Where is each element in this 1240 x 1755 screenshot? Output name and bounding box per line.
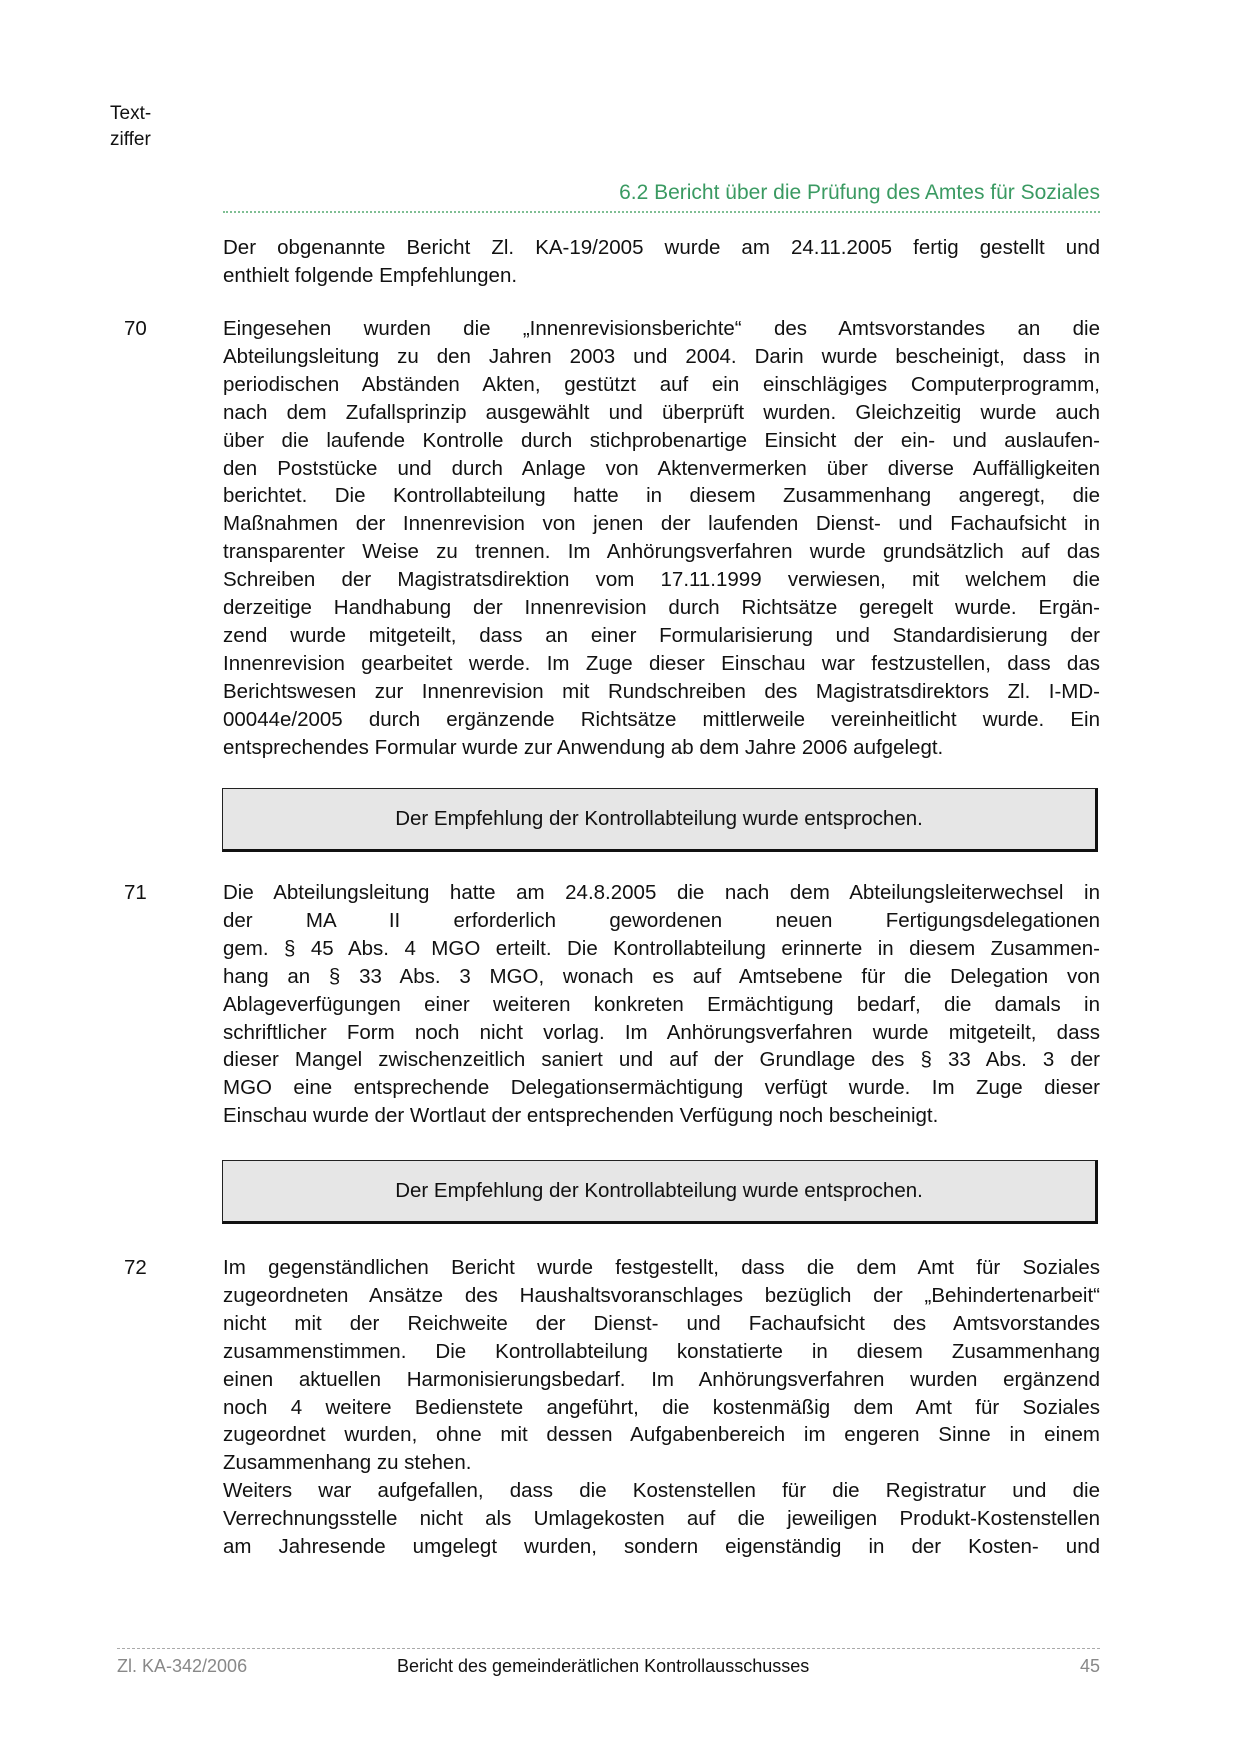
footer-divider xyxy=(117,1648,1100,1649)
section-heading: 6.2 Bericht über die Prüfung des Amtes für Soziales xyxy=(619,181,1100,204)
text-line: dieser Mangel zwischenzeitlich saniert und auf der Grundlage des § 33 Abs. 3 der xyxy=(223,1048,1100,1072)
text-line: Schreiben der Magistratsdirektion vom 17.11.1999 verwiesen, mit welchem die xyxy=(223,568,1100,592)
text-line: 00044e/2005 durch ergänzende Richtsätze mittlerweile vereinheitlicht wurde. Ein xyxy=(223,707,1100,731)
page-number: 45 xyxy=(1079,1656,1100,1676)
margin-label xyxy=(110,101,151,153)
paragraph-70 xyxy=(223,315,1100,762)
textziffer-number: 70 xyxy=(124,317,147,340)
text-line: zusammenstimmen. Die Kontrollabteilung konstatierte in diesem Zusammenhang xyxy=(223,1339,1100,1363)
text-line: Eingesehen wurden die „Innenrevisionsberichte“ des Amtsvorstandes an die xyxy=(223,317,1100,340)
paragraph-72 xyxy=(223,1254,1100,1561)
text-line: schriftlicher Form noch nicht vorlag. Im Anhörungsverfahren wurde mitgeteilt, dass xyxy=(223,1020,1100,1044)
text-line: zugeordnet wurden, ohne mit dessen Aufgabenbereich im engeren Sinne in einem xyxy=(223,1423,1100,1447)
paragraph-71 xyxy=(223,879,1100,1130)
margin-label-line: ziffer xyxy=(110,129,151,150)
recommendation-box: Der Empfehlung der Kontrollabteilung wurde entsprochen. xyxy=(222,788,1098,852)
text-line: derzeitige Handhabung der Innenrevision durch Richtsätze geregelt wurde. Ergän- xyxy=(223,596,1100,620)
text-line: Der obgenannte Bericht Zl. KA-19/2005 wurde am 24.11.2005 fertig gestellt und xyxy=(223,236,1100,259)
recommendation-box: Der Empfehlung der Kontrollabteilung wurde entsprochen. xyxy=(222,1160,1098,1224)
text-line: Im gegenständlichen Bericht wurde festgestellt, dass die dem Amt für Soziales xyxy=(223,1256,1100,1279)
text-line: Maßnahmen der Innenrevision von jenen der laufenden Dienst- und Fachaufsicht in xyxy=(223,512,1100,536)
text-line: Berichtswesen zur Innenrevision mit Rundschreiben des Magistratsdirektors Zl. I-MD- xyxy=(223,679,1100,703)
text-line: gem. § 45 Abs. 4 MGO erteilt. Die Kontrollabteilung erinnerte in diesem Zusammen- xyxy=(223,936,1100,960)
text-line: berichtet. Die Kontrollabteilung hatte in diesem Zusammenhang angeregt, die xyxy=(223,484,1100,508)
text-line: MGO eine entsprechende Delegationsermächtigung verfügt wurde. Im Zuge dieser xyxy=(223,1076,1100,1100)
text-line: nicht mit der Reichweite der Dienst- und Fachaufsicht des Amtsvorstandes xyxy=(223,1311,1100,1335)
footer-reference: Zl. KA-342/2006 xyxy=(117,1656,248,1676)
text-line: zend wurde mitgeteilt, dass an einer Formularisierung und Standardisierung der xyxy=(223,623,1100,647)
text-line: nach dem Zufallsprinzip ausgewählt und überprüft wurden. Gleichzeitig wurde auch xyxy=(223,400,1100,424)
text-line: transparenter Weise zu trennen. Im Anhörungsverfahren wurde grundsätzlich auf das xyxy=(223,540,1100,564)
text-line: Abteilungsleitung zu den Jahren 2003 und 2004. Darin wurde bescheinigt, dass in xyxy=(223,344,1100,368)
text-line: Die Abteilungsleitung hatte am 24.8.2005 die nach dem Abteilungsleiterwechsel in xyxy=(223,881,1100,904)
margin-label-line: Text- xyxy=(110,103,152,124)
text-line: Zusammenhang zu stehen. xyxy=(223,1451,472,1475)
text-line: Einschau wurde der Wortlaut der entsprechenden Verfügung noch bescheinigt. xyxy=(223,1104,939,1128)
text-line: zugeordneten Ansätze des Haushaltsvoranschlages bezüglich der „Behindertenarbeit“ xyxy=(223,1283,1100,1307)
textziffer-number: 72 xyxy=(124,1256,147,1279)
text-line: einen aktuellen Harmonisierungsbedarf. Im Anhörungsverfahren wurden ergänzend xyxy=(223,1367,1100,1391)
text-line: entsprechendes Formular wurde zur Anwendung ab dem Jahre 2006 aufgelegt. xyxy=(223,735,944,759)
text-line: Weiters war aufgefallen, dass die Kostenstellen für die Registratur und die xyxy=(223,1479,1100,1503)
text-line: Ablageverfügungen einer weiteren konkreten Ermächtigung bedarf, die damals in xyxy=(223,992,1100,1016)
heading-divider xyxy=(223,211,1100,213)
text-line: periodischen Abständen Akten, gestützt auf ein einschlägiges Computerprogramm, xyxy=(223,372,1100,396)
textziffer-number: 71 xyxy=(124,881,147,904)
footer-title: Bericht des gemeinderätlichen Kontrollausschusses xyxy=(397,1656,810,1676)
text-line: Innenrevision gearbeitet werde. Im Zuge dieser Einschau war festzustellen, dass das xyxy=(223,651,1100,675)
text-line: hang an § 33 Abs. 3 MGO, wonach es auf Amtsebene für die Delegation von xyxy=(223,964,1100,988)
text-line: enthielt folgende Empfehlungen. xyxy=(223,263,518,287)
text-line: noch 4 weitere Bedienstete angeführt, die kostenmäßig dem Amt für Soziales xyxy=(223,1395,1100,1419)
text-line: Verrechnungsstelle nicht als Umlagekosten auf die jeweiligen Produkt-Kostenstellen xyxy=(223,1507,1100,1531)
text-line: am Jahresende umgelegt wurden, sondern eigenständig in der Kosten- und xyxy=(223,1535,1100,1559)
text-line: über die laufende Kontrolle durch stichprobenartige Einsicht der ein- und auslaufen- xyxy=(223,428,1100,452)
text-line: den Poststücke und durch Anlage von Aktenvermerken über diverse Auffälligkeiten xyxy=(223,456,1100,480)
text-line: der MA II erforderlich gewordenen neuen Fertigungsdelegationen xyxy=(223,908,1100,932)
intro-paragraph xyxy=(223,234,1100,290)
